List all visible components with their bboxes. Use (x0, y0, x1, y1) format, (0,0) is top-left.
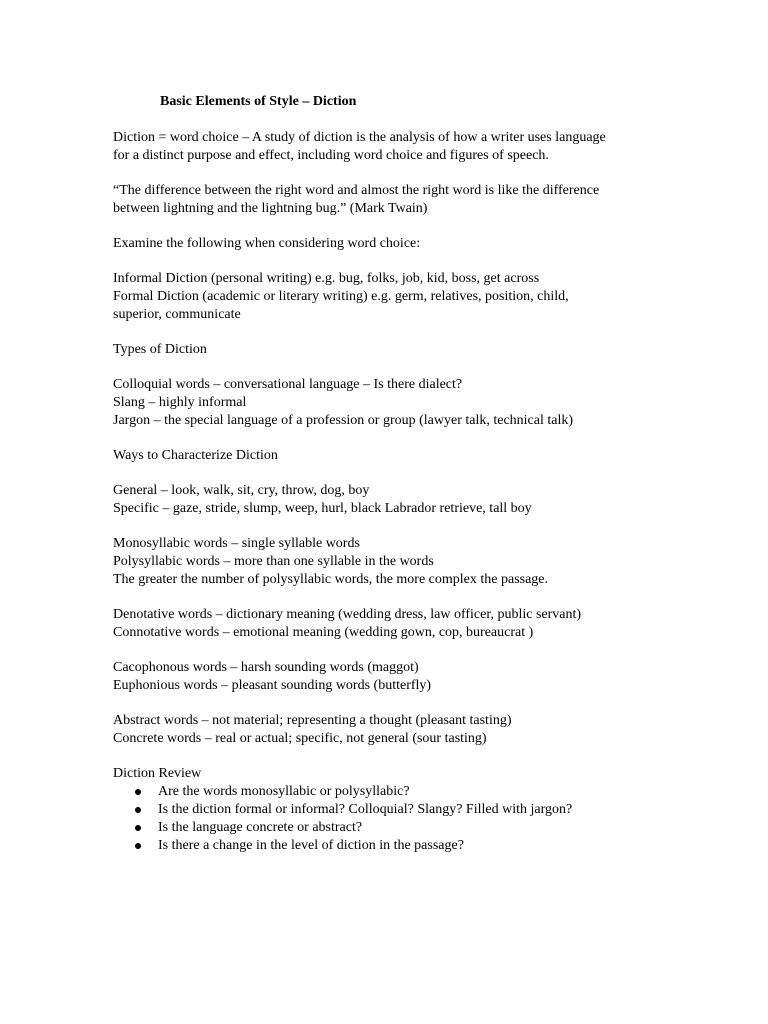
text-line: Diction = word choice – A study of diction is the analysis of how a writer uses language (113, 130, 606, 145)
text-line: Euphonious words – pleasant sounding words (butterfly) (113, 678, 432, 693)
types-paragraph (113, 376, 653, 430)
text-line: Colloquial words – conversational language – Is there dialect? (113, 377, 463, 392)
text-line: “The difference between the right word and almost the right word is like the difference (113, 183, 600, 198)
text-line: Slang – highly informal (113, 395, 247, 410)
general-specific-paragraph (113, 482, 653, 518)
list-item (113, 837, 653, 855)
quote-paragraph (113, 182, 653, 218)
section-heading: Types of Diction (113, 342, 207, 357)
abstract-concrete-paragraph (113, 712, 653, 748)
text-line: Specific – gaze, stride, slump, weep, hurl, black Labrador retrieve, tall boy (113, 501, 532, 516)
document-body (113, 93, 653, 855)
formality-paragraph (113, 270, 653, 324)
text-line: Denotative words – dictionary meaning (wedding dress, law officer, public servant) (113, 607, 582, 622)
bullet-icon (135, 807, 141, 813)
examine-paragraph (113, 235, 653, 253)
list-item-text: Is the language concrete or abstract? (158, 820, 363, 835)
text-line: Connotative words – emotional meaning (wedding gown, cop, bureaucrat ) (113, 625, 534, 640)
text-line: The greater the number of polysyllabic words, the more complex the passage. (113, 572, 549, 587)
review-list (113, 783, 653, 855)
list-item-text: Are the words monosyllabic or polysyllabic? (158, 784, 410, 799)
page-title: Basic Elements of Style – Diction (160, 94, 357, 109)
text-line: Informal Diction (personal writing) e.g. bug, folks, job, kid, boss, get across (113, 271, 540, 286)
section-heading: Ways to Characterize Diction (113, 448, 278, 463)
text-line: superior, communicate (113, 307, 241, 322)
ways-heading (113, 447, 653, 465)
notative-paragraph (113, 606, 653, 642)
list-item (113, 801, 653, 819)
text-line: Cacophonous words – harsh sounding words (maggot) (113, 660, 419, 675)
text-line: Jargon – the special language of a profession or group (lawyer talk, technical talk) (113, 413, 574, 428)
phonic-paragraph (113, 659, 653, 695)
syllabic-paragraph (113, 535, 653, 589)
types-heading (113, 341, 653, 359)
bullet-icon (135, 825, 141, 831)
review-section (113, 765, 653, 855)
list-item-text: Is the diction formal or informal? Colloquial? Slangy? Filled with jargon? (158, 802, 573, 817)
text-line: Examine the following when considering word choice: (113, 236, 421, 251)
definition-paragraph (113, 129, 653, 165)
text-line: Abstract words – not material; representing a thought (pleasant tasting) (113, 713, 512, 728)
bullet-icon (135, 789, 141, 795)
text-line: Concrete words – real or actual; specific, not general (sour tasting) (113, 731, 487, 746)
text-line: General – look, walk, sit, cry, throw, dog, boy (113, 483, 370, 498)
text-line: for a distinct purpose and effect, including word choice and figures of speech. (113, 148, 549, 163)
bullet-icon (135, 843, 141, 849)
section-heading: Diction Review (113, 766, 202, 781)
list-item (113, 819, 653, 837)
list-item (113, 783, 653, 801)
text-line: between lightning and the lightning bug.” (Mark Twain) (113, 201, 428, 216)
list-item-text: Is there a change in the level of diction in the passage? (158, 838, 464, 853)
text-line: Polysyllabic words – more than one syllable in the words (113, 554, 434, 569)
text-line: Monosyllabic words – single syllable words (113, 536, 360, 551)
text-line: Formal Diction (academic or literary writing) e.g. germ, relatives, position, child, (113, 289, 569, 304)
